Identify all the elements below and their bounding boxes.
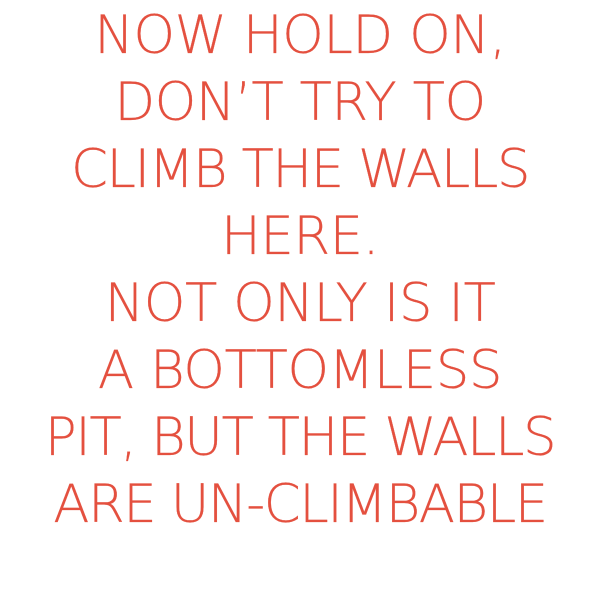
quote-line-7: PIT, BUT THE WALLS	[44, 407, 556, 468]
quote-line-3: CLIMB THE WALLS	[71, 139, 529, 200]
quote-line-6: A BOTTOMLESS	[97, 340, 503, 401]
quote-line-4: HERE.	[220, 206, 379, 267]
quote-text	[0, 2, 600, 538]
quote-line-2: DON’T TRY TO	[114, 72, 486, 133]
quote-line-1: NOW HOLD ON,	[94, 5, 506, 66]
quote-line-5: NOT ONLY IS IT	[104, 273, 496, 334]
quote-line-8: ARE UN-CLIMBABLE	[53, 474, 547, 535]
